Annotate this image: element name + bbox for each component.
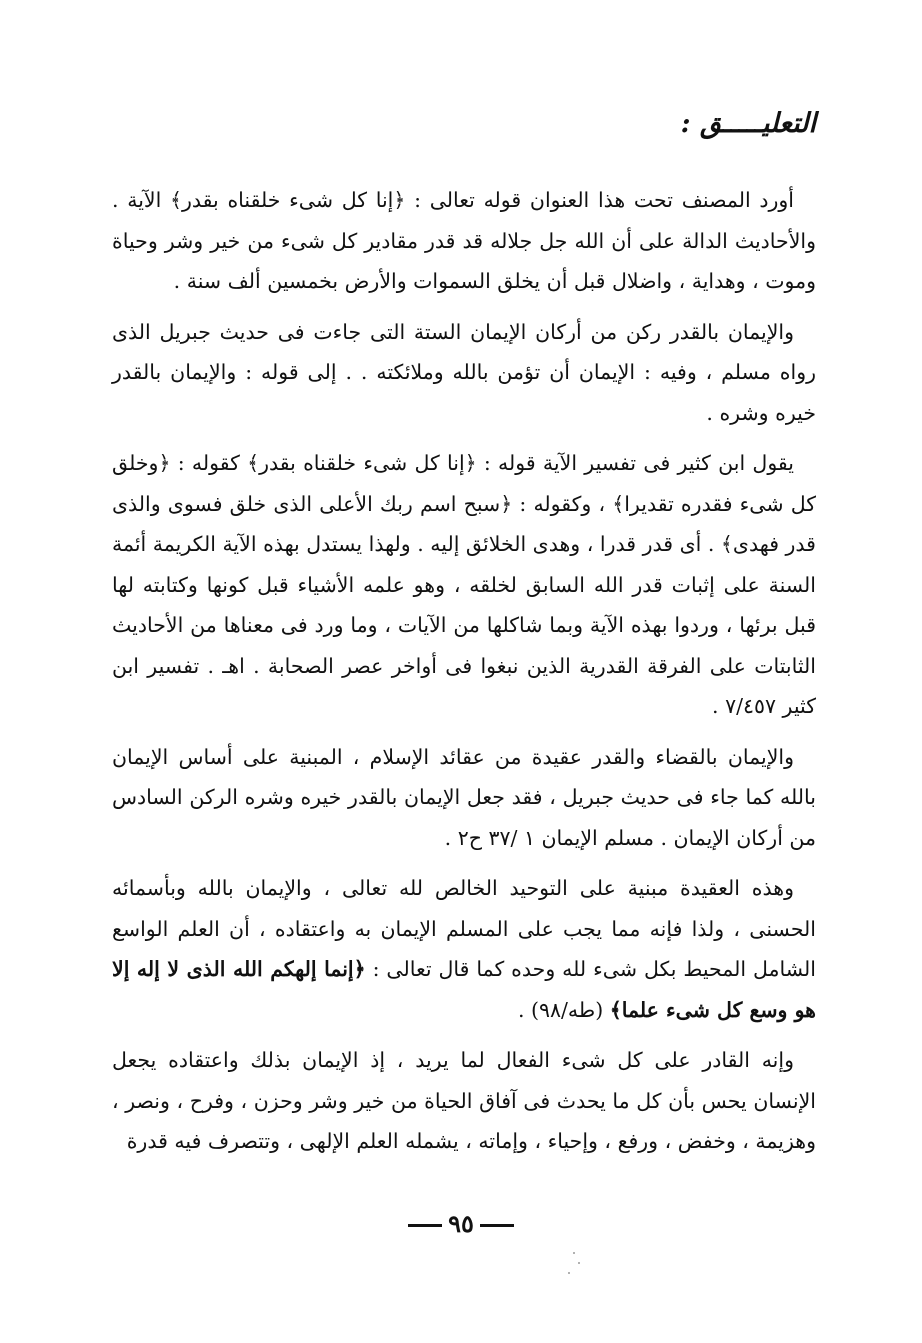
paragraph-3: يقول ابن كثير فى تفسير الآية قوله : ﴿إنا كل شىء خلقناه بقدر﴾ كقوله : ﴿وخلق كل شىء فقدره تقديرا﴾ ، وكقوله : ﴿سبح اسم ربك الأعلى الذى خلق فسوى والذى قدر فهدى﴾ . أى قدر قدرا ، وهدى الخلائق إليه . ولهذا يستدل بهذه الآية الكريمة أئمة السنة على إثبات قدر الله السابق لخلقه ، وهو علمه الأشياء قبل كونها وكتابته لها قبل برئها ، وردوا بهذه الآية وبما شاكلها من الآيات ، وما ورد فى معناها من الأحاديث الثابتات على الفرقة القدرية الذين نبغوا فى أواخر عصر الصحابة . اهـ . تفسير ابن كثير ٧/٤٥٧ . <box>112 451 816 718</box>
commentary-body <box>112 180 816 1172</box>
scan-speck <box>578 1262 580 1264</box>
paragraph-5-citation: (طه/٩٨) . <box>517 997 610 1022</box>
section-heading: التعليـــــق : <box>680 108 816 139</box>
dash-right <box>408 1224 442 1227</box>
paragraph-5 <box>112 868 816 1030</box>
page-number-footer <box>0 1208 922 1240</box>
scan-speck <box>568 1272 570 1274</box>
paragraph-5-text: وهذه العقيدة مبنية على التوحيد الخالص لله تعالى ، والإيمان بالله وبأسمائه الحسنى ، ولذا فإنه مما يجب على المسلم الإيمان به واعتقاده ، أن العلم الواسع الشامل المحيط بكل شىء لله وحده كما قال تعالى : <box>112 876 816 981</box>
dash-left <box>480 1224 514 1227</box>
paragraph-4: والإيمان بالقضاء والقدر عقيدة من عقائد الإسلام ، المبنية على أساس الإيمان بالله كما جاء فى حديث جبريل ، فقد جعل الإيمان بالقدر خيره وشره الركن السادس من أركان الإيمان . مسلم الإيمان ١ /٣٧ ح٢ . <box>112 744 816 850</box>
scan-speck <box>573 1252 575 1254</box>
paragraph-6: وإنه القادر على كل شىء الفعال لما يريد ، إذ الإيمان بذلك واعتقاده يجعل الإنسان يحس بأن كل ما يحدث فى آفاق الحياة من خير وشر وحزن ، وفرح ، ونصر ، وهزيمة ، وخفض ، ورفع ، وإحياء ، وإماته ، يشمله العلم الإلهى ، وتتصرف فيه قدرة <box>112 1048 816 1153</box>
paragraph-1: أورد المصنف تحت هذا العنوان قوله تعالى : ﴿إنا كل شىء خلقناه بقدر﴾ الآية . والأحاديث الدالة على أن الله جل جلاله قد قدر مقادير كل شىء من خير وشر وحياة وموت ، وهداية ، واضلال قبل أن يخلق السموات والأرض بخمسين ألف سنة . <box>112 188 816 293</box>
page-number: ٩٥ <box>448 1209 474 1238</box>
quran-quote: ﴿إنما إلهكم الله الذى لا إله إلا هو وسع كل شىء علما﴾ <box>112 957 816 1022</box>
paragraph-2: والإيمان بالقدر ركن من أركان الإيمان الستة التى جاءت فى حديث جبريل الذى رواه مسلم ، وفيه : الإيمان أن تؤمن بالله وملائكته . . إلى قوله : والإيمان بالقدر خيره وشره . <box>112 319 816 425</box>
